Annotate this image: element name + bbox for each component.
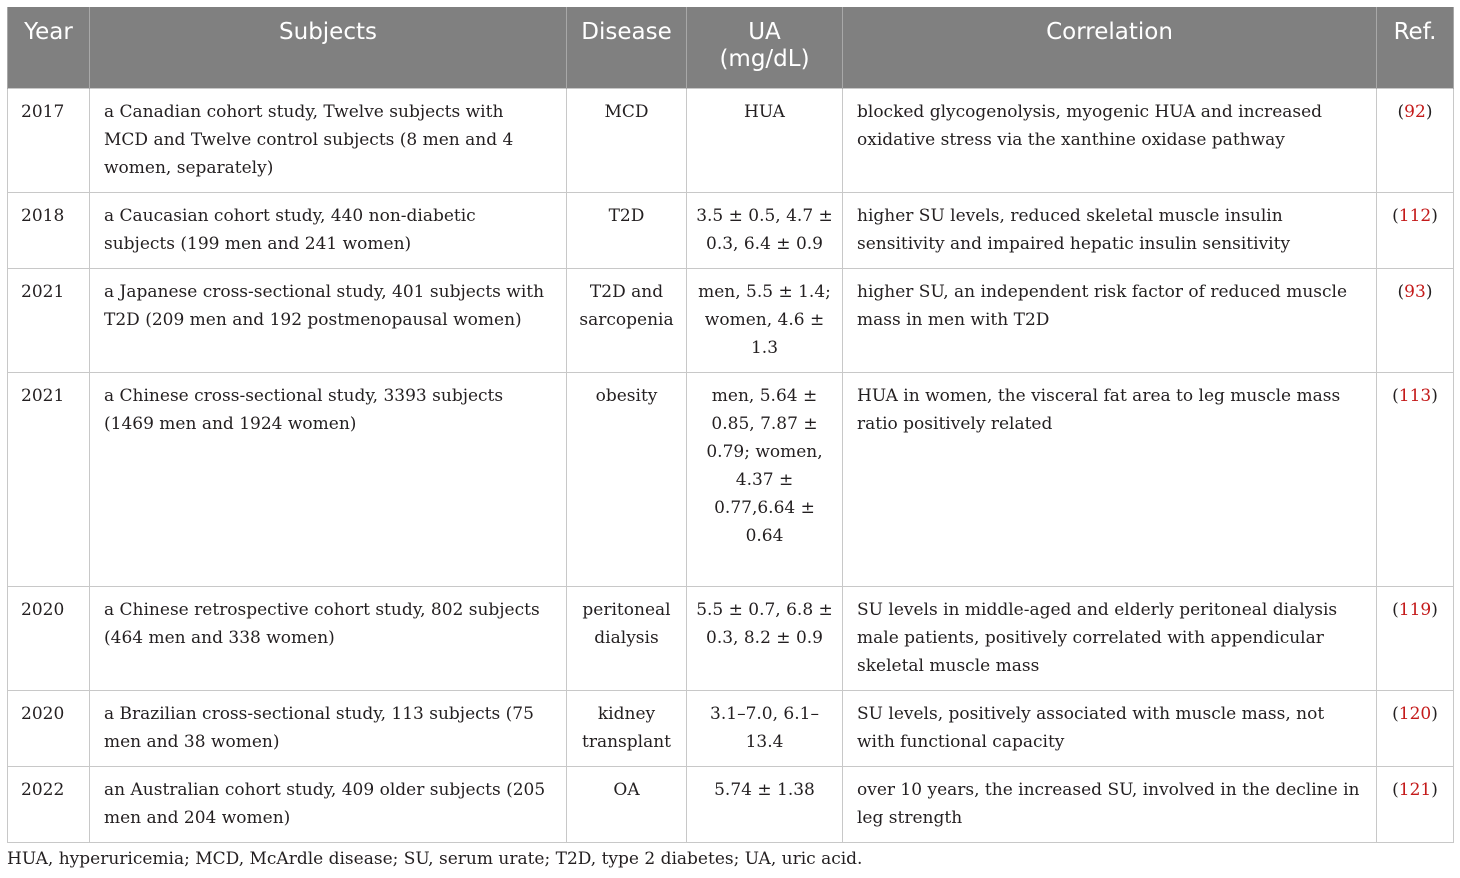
cell-disease: peritoneal dialysis bbox=[567, 586, 687, 690]
cell-disease: T2D and sarcopenia bbox=[567, 268, 687, 372]
table-row bbox=[8, 372, 1454, 586]
header-ua-line2: (mg/dL) bbox=[719, 46, 810, 72]
data-table bbox=[7, 7, 1454, 843]
table-row bbox=[8, 268, 1454, 372]
table-row bbox=[8, 88, 1454, 192]
cell-ua: HUA bbox=[687, 88, 843, 192]
cell-ref[interactable]: (92) bbox=[1377, 88, 1454, 192]
cell-year: 2021 bbox=[8, 268, 90, 372]
cell-disease: T2D bbox=[567, 192, 687, 268]
ref-link[interactable]: 121 bbox=[1398, 779, 1432, 800]
cell-ref[interactable]: (113) bbox=[1377, 372, 1454, 586]
cell-correlation: SU levels in middle-aged and elderly peritoneal dialysis male patients, positively correlated with appendicular skeletal muscle mass bbox=[843, 586, 1377, 690]
cell-disease: MCD bbox=[567, 88, 687, 192]
cell-ref[interactable]: (119) bbox=[1377, 586, 1454, 690]
cell-ref[interactable]: (112) bbox=[1377, 192, 1454, 268]
ref-link[interactable]: 112 bbox=[1398, 205, 1432, 226]
header-subjects: Subjects bbox=[90, 7, 567, 88]
cell-subjects: a Brazilian cross-sectional study, 113 subjects (75 men and 38 women) bbox=[90, 690, 567, 766]
cell-ua: men, 5.5 ± 1.4; women, 4.6 ± 1.3 bbox=[687, 268, 843, 372]
header-ua-line1: UA bbox=[748, 19, 781, 45]
cell-disease: obesity bbox=[567, 372, 687, 586]
table-row bbox=[8, 690, 1454, 766]
cell-ref[interactable]: (93) bbox=[1377, 268, 1454, 372]
header-year: Year bbox=[8, 7, 90, 88]
cell-year: 2017 bbox=[8, 88, 90, 192]
cell-subjects: a Japanese cross-sectional study, 401 subjects with T2D (209 men and 192 postmenopausal women) bbox=[90, 268, 567, 372]
cell-year: 2020 bbox=[8, 690, 90, 766]
cell-correlation: higher SU levels, reduced skeletal muscle insulin sensitivity and impaired hepatic insulin sensitivity bbox=[843, 192, 1377, 268]
cell-correlation: blocked glycogenolysis, myogenic HUA and increased oxidative stress via the xanthine oxidase pathway bbox=[843, 88, 1377, 192]
table-row bbox=[8, 586, 1454, 690]
table-row bbox=[8, 192, 1454, 268]
header-ua bbox=[687, 7, 843, 88]
cell-correlation: HUA in women, the visceral fat area to leg muscle mass ratio positively related bbox=[843, 372, 1377, 586]
cell-ua: 3.5 ± 0.5, 4.7 ± 0.3, 6.4 ± 0.9 bbox=[687, 192, 843, 268]
header-correlation: Correlation bbox=[843, 7, 1377, 88]
ref-link[interactable]: 93 bbox=[1404, 281, 1426, 302]
cell-year: 2021 bbox=[8, 372, 90, 586]
cell-ref[interactable]: (121) bbox=[1377, 766, 1454, 842]
cell-disease: kidney transplant bbox=[567, 690, 687, 766]
cell-correlation: over 10 years, the increased SU, involved in the decline in leg strength bbox=[843, 766, 1377, 842]
cell-ua: 3.1–7.0, 6.1–13.4 bbox=[687, 690, 843, 766]
cell-subjects: a Canadian cohort study, Twelve subjects with MCD and Twelve control subjects (8 men and 4 women, separately) bbox=[90, 88, 567, 192]
cell-subjects: a Caucasian cohort study, 440 non-diabetic subjects (199 men and 241 women) bbox=[90, 192, 567, 268]
cell-ref[interactable]: (120) bbox=[1377, 690, 1454, 766]
cell-correlation: higher SU, an independent risk factor of reduced muscle mass in men with T2D bbox=[843, 268, 1377, 372]
cell-year: 2020 bbox=[8, 586, 90, 690]
ref-link[interactable]: 119 bbox=[1398, 599, 1432, 620]
header-ref: Ref. bbox=[1377, 7, 1454, 88]
table-row bbox=[8, 766, 1454, 842]
cell-subjects: a Chinese cross-sectional study, 3393 subjects (1469 men and 1924 women) bbox=[90, 372, 567, 586]
cell-ua: men, 5.64 ± 0.85, 7.87 ± 0.79; women, 4.37 ± 0.77,6.64 ± 0.64 bbox=[687, 372, 843, 586]
cell-subjects: an Australian cohort study, 409 older subjects (205 men and 204 women) bbox=[90, 766, 567, 842]
cell-correlation: SU levels, positively associated with muscle mass, not with functional capacity bbox=[843, 690, 1377, 766]
header-row bbox=[8, 7, 1454, 88]
cell-ua: 5.74 ± 1.38 bbox=[687, 766, 843, 842]
header-disease: Disease bbox=[567, 7, 687, 88]
cell-year: 2018 bbox=[8, 192, 90, 268]
cell-ua: 5.5 ± 0.7, 6.8 ± 0.3, 8.2 ± 0.9 bbox=[687, 586, 843, 690]
table-footnote: HUA, hyperuricemia; MCD, McArdle disease; SU, serum urate; T2D, type 2 diabetes; UA, uric acid. bbox=[7, 849, 863, 869]
cell-disease: OA bbox=[567, 766, 687, 842]
ref-link[interactable]: 113 bbox=[1398, 385, 1432, 406]
ref-link[interactable]: 92 bbox=[1404, 101, 1426, 122]
cell-year: 2022 bbox=[8, 766, 90, 842]
cell-subjects: a Chinese retrospective cohort study, 802 subjects (464 men and 338 women) bbox=[90, 586, 567, 690]
ref-link[interactable]: 120 bbox=[1398, 703, 1432, 724]
